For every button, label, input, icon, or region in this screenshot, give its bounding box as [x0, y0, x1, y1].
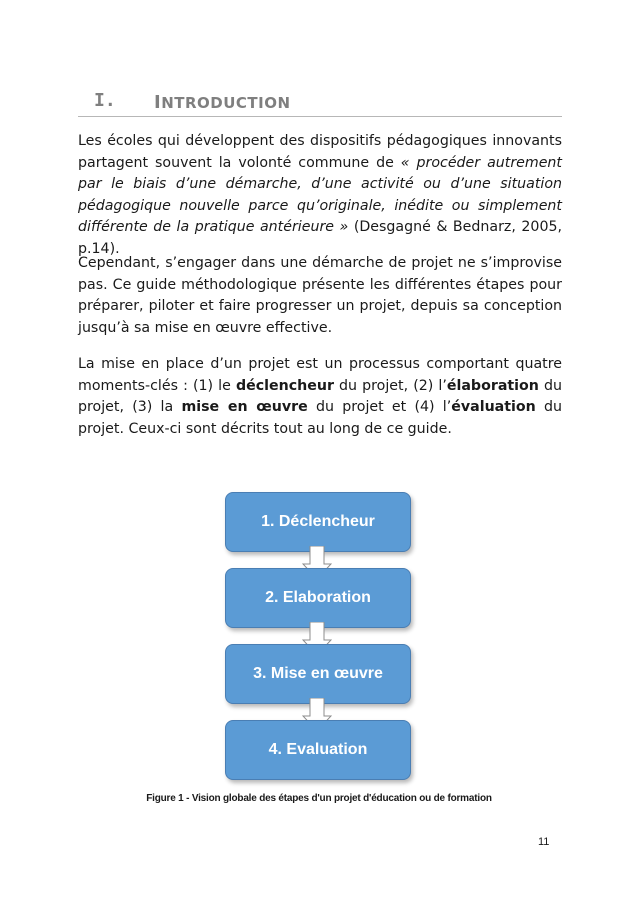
page-number: 11 [538, 836, 550, 848]
paragraph-guide: Cependant, s’engager dans une démarche de projet ne s’improvise pas. Ce guide méthodologique présente les différentes étapes pour préparer, piloter et faire progresser un projet, depuis sa conception jusqu’à sa mise en œuvre effective. [78, 255, 562, 336]
process-text-4: du projet et (4) l’ [307, 399, 452, 415]
flow-step-elaboration: 2. Elaboration [225, 568, 411, 628]
process-bold-evaluation: évaluation [451, 399, 536, 415]
process-text-5: du projet. Ceux-ci sont décrits tout au long de ce guide. [78, 399, 562, 437]
flow-step-mise-en-oeuvre: 3. Mise en œuvre [225, 644, 411, 704]
process-bold-mise-en-oeuvre: mise en œuvre [181, 399, 308, 415]
flow-step-declencheur: 1. Déclencheur [225, 492, 411, 552]
section-title-rest: NTRODUCTION [161, 94, 291, 112]
flow-step-evaluation: 4. Evaluation [225, 720, 411, 780]
section-number: I. [94, 90, 116, 111]
paragraph-intro-citation: (Desgagné & Bednarz, 2005, p.14). [78, 219, 563, 257]
paragraph-process [78, 354, 562, 440]
process-bold-declencheur: déclencheur [235, 377, 334, 394]
paragraph-intro [78, 131, 562, 260]
paragraph-intro-quote: « procéder autrement par le biais d’une démarche, d’une activité ou d’une situation pédagogique nouvelle parce qu’originale, inédite ou simplement différente de la pratique antérieure » [78, 154, 562, 235]
process-text-3: du projet, (3) la [78, 377, 562, 415]
process-bold-elaboration: élaboration [446, 377, 539, 394]
process-text-1: La mise en place d’un projet est un processus comportant quatre moments-clés : (1) le [78, 356, 562, 394]
process-text-2: du projet, (2) l’ [333, 377, 447, 394]
section-title [154, 92, 291, 113]
section-title-initial: I [154, 92, 162, 113]
figure-caption: Figure 1 - Vision globale des étapes d'un projet d'éducation ou de formation [146, 793, 492, 804]
section-heading [78, 86, 562, 117]
paragraph-intro-text: Les écoles qui développent des dispositifs pédagogiques innovants partagent souvent la volonté commune de [78, 133, 562, 171]
